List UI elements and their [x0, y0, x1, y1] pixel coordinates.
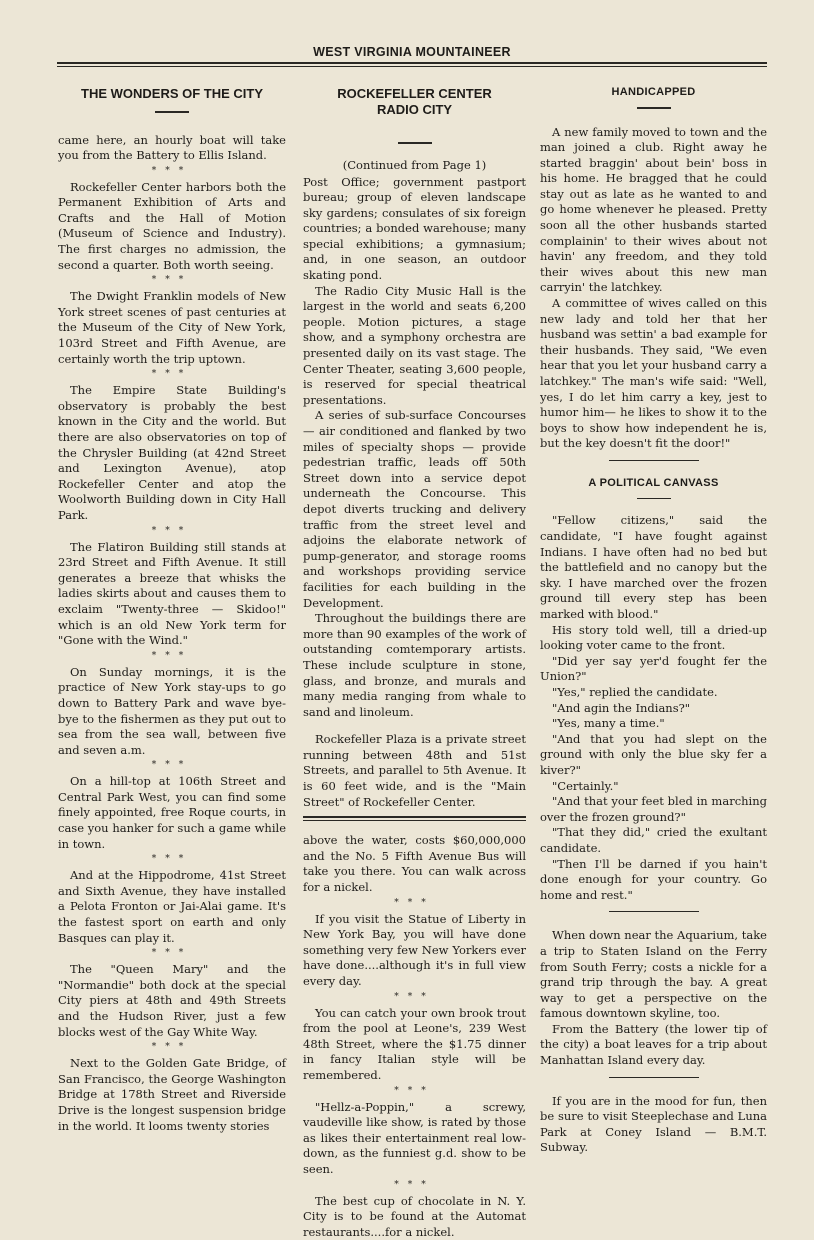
- section-divider: [609, 911, 699, 912]
- paragraph: On a hill-top at 106th Street and Central Park West, you can find some finely appointed, free Roque courts, in case you hanker for such a game while in town.: [58, 774, 286, 851]
- section-divider: [609, 460, 699, 461]
- paragraph: From the Battery (the lower tip of the city) a boat leaves for a trip about Manhattan Island every day.: [540, 1021, 767, 1068]
- asterisk-divider: ***: [151, 854, 193, 865]
- column-right: [540, 78, 767, 1156]
- asterisk-divider: ***: [394, 1085, 435, 1096]
- column-left: [58, 78, 286, 1134]
- article-title-political-canvass: A POLITICAL CANVASS: [588, 476, 719, 489]
- masthead-rule-thin: [57, 66, 767, 67]
- paragraph: "Hellz-a-Poppin," a screwy, vaudeville like show, is rated by those as likes their entertainment real low-down, as the funniest g.d. show to be seen.: [303, 1099, 526, 1176]
- paragraph: And at the Hippodrome, 41st Street and Sixth Avenue, they have installed a Pelota Fronton or Jai-Alai game. It's the fastest sport on earth and only Basques can play it.: [58, 868, 286, 945]
- paragraph: A new family moved to town and the man joined a club. Right away he started braggin' about bein' boss in his home. He bragged that he could stay out as late as he wanted to and go home whenever he pleased. Pretty soon all the other husbands started complainin' to their wives about not havin' any freedom, and they told their wives about this new man carryin' the latchkey.: [540, 124, 767, 295]
- title-underline: [398, 142, 432, 144]
- paragraph: "And that your feet bled in marching over the frozen ground?": [540, 794, 767, 824]
- paragraph: If you are in the mood for fun, then be sure to visit Steeplechase and Luna Park at Coney Island — B.M.T. Subway.: [540, 1093, 767, 1155]
- paragraph: "Yes, many a time.": [552, 716, 665, 731]
- paragraph: "Yes," replied the candidate.: [552, 685, 718, 699]
- asterisk-divider: ***: [151, 760, 193, 771]
- paragraph: The Flatiron Building still stands at 23rd Street and Fifth Avenue. It still generates a breeze that whisks the ladies skirts about and causes them to exclaim "Twenty-three — Skidoo!" which is an old New York term for "Gone with the Wind.": [58, 539, 286, 648]
- paragraph: "That they did," cried the exultant candidate.: [540, 825, 767, 855]
- paragraph: His story told well, till a dried-up looking voter came to the front.: [540, 622, 767, 653]
- paragraph: "Fellow citizens," said the candidate, "I have fought against Indians. I have often had no bed but the battlefield and no canopy but the sky. I have marched over the frozen ground till every step has been marked with blood.": [540, 513, 767, 622]
- asterisk-divider: ***: [394, 897, 435, 908]
- asterisk-divider: ***: [151, 948, 193, 959]
- double-rule: [303, 816, 526, 821]
- asterisk-divider: ***: [394, 1179, 435, 1190]
- asterisk-divider: ***: [151, 369, 193, 380]
- paragraph: "And agin the Indians?": [552, 700, 691, 715]
- paragraph: The "Queen Mary" and the "Normandie" both dock at the special City piers at 48th and 49th Streets and the Hudson River, just a few blocks west of the Gay White Way.: [58, 962, 286, 1039]
- title-underline: [637, 498, 671, 500]
- section-divider: [609, 1077, 699, 1078]
- paragraph: Rockefeller Plaza is a private street running between 48th and 51st Streets, and parallel to 5th Avenue. It is 60 feet wide, and is the "Main Street" of Rockefeller Center.: [303, 732, 526, 809]
- asterisk-divider: ***: [151, 650, 193, 661]
- asterisk-divider: ***: [151, 165, 193, 176]
- paragraph: The Radio City Music Hall is the largest in the world and seats 6,200 people. Motion pictures, a stage show, and a symphony orchestra are presented daily on its vast stage. The Center Theater, seating 3,600 people, is reserved for special theatrical presentations.: [303, 283, 526, 407]
- article-title-rockefeller: ROCKEFELLER CENTER RADIO CITY: [337, 86, 492, 117]
- paragraph: A series of sub-surface Concourses — air conditioned and flanked by two miles of specialty shops — provide pedestrian traffic, leads off 50th Street down into a service depot underneath the Concourse. This depot diverts trucking and delivery traffic from the street level and adjoins the elaborate network of pump-generator, and storage rooms and workshops providing service facilities for each building in the Development.: [303, 408, 526, 610]
- paragraph: above the water, costs $60,000,000 and the No. 5 Fifth Avenue Bus will take you there. You can walk across for a nickel.: [303, 833, 526, 895]
- paragraph: "Certainly.": [552, 778, 619, 793]
- masthead: WEST VIRGINIA MOUNTAINEER: [313, 45, 511, 59]
- paragraph: On Sunday mornings, it is the practice of New York stay-ups to go down to Battery Park and wave bye-bye to the fishermen as they put out to sea from the sea wall, between five and seven a.m.: [58, 664, 286, 757]
- paragraph: A committee of wives called on this new lady and told her that her husband was settin' a bad example for their husbands. They said, "We even hear that you let your husband carry a latchkey." The man's wife said: "Well, yes, I do let him carry a key, jest to humor him— he likes to show it to the boys to show how independent he is, but the key doesn't fit the door!": [540, 296, 767, 451]
- title-underline: [155, 111, 189, 113]
- paragraph: Rockefeller Center harbors both the Permanent Exhibition of Arts and Crafts and the Hall of Motion (Museum of Science and Industry). The first charges no admission, the second a quarter. Both worth seeing.: [58, 179, 286, 272]
- paragraph: The Empire State Building's observatory is probably the best known in the City and the world. But there are also observatories on top of the Chrysler Building (at 42nd Street and Lexington Avenue), atop Rockefeller Center and atop the Woolworth Building down in City Hall Park.: [58, 383, 286, 522]
- paragraph: Post Office; government pastport bureau; group of eleven landscape sky gardens; consulates of six foreign countries; a bonded warehouse; many special exhibitions; a gymnasium; and, in one season, an outdoor skating pond.: [303, 174, 526, 283]
- paragraph: The best cup of chocolate in N. Y. City is to be found at the Automat restaurants....for a nickel.: [303, 1193, 526, 1239]
- paragraph: "Then I'll be darned if you hain't done enough for your country. Go home and rest.": [540, 856, 767, 902]
- article-title-wonders: THE WONDERS OF THE CITY: [81, 86, 263, 101]
- paragraph: You can catch your own brook trout from the pool at Leone's, 239 West 48th Street, where the $1.75 dinner in fancy Italian style will be remembered.: [303, 1005, 526, 1082]
- paragraph: "And that you had slept on the ground with only the blue sky fer a kiver?": [540, 731, 767, 777]
- column-middle: [303, 78, 526, 1240]
- asterisk-divider: ***: [394, 991, 435, 1002]
- paragraph: If you visit the Statue of Liberty in New York Bay, you will have done something very few New Yorkers ever have done....although it's in full view every day.: [303, 911, 526, 988]
- paragraph: Throughout the buildings there are more than 90 examples of the work of outstanding comtemporary artists. These include sculpture in stone, glass, and bronze, and murals and many media ranging from whale to sand and linoleum.: [303, 611, 526, 719]
- article-title-handicapped: HANDICAPPED: [611, 86, 696, 98]
- title-underline: [637, 107, 671, 109]
- paragraph: The Dwight Franklin models of New York street scenes of past centuries at the Museum of the City of New York, 103rd Street and Fifth Avenue, are certainly worth the trip uptown.: [58, 289, 286, 366]
- asterisk-divider: ***: [151, 525, 193, 536]
- asterisk-divider: ***: [151, 275, 193, 286]
- paragraph: When down near the Aquarium, take a trip to Staten Island on the Ferry from South Ferry; costs a nickle for a grand trip through the bay. A great way to get a perspective on the famous downtown skyline, too.: [540, 928, 767, 1021]
- masthead-rule: [57, 62, 767, 64]
- paragraph: Next to the Golden Gate Bridge, of San Francisco, the George Washington Bridge at 178th Street and Riverside Drive is the longest suspension bridge in the world. It looms twenty stories: [58, 1056, 286, 1133]
- continued-note: (Continued from Page 1): [342, 157, 487, 172]
- paragraph: came here, an hourly boat will take you from the Battery to Ellis Island.: [58, 132, 286, 163]
- paragraph: "Did yer say yer'd fought fer the Union?": [540, 653, 767, 684]
- asterisk-divider: ***: [151, 1042, 193, 1053]
